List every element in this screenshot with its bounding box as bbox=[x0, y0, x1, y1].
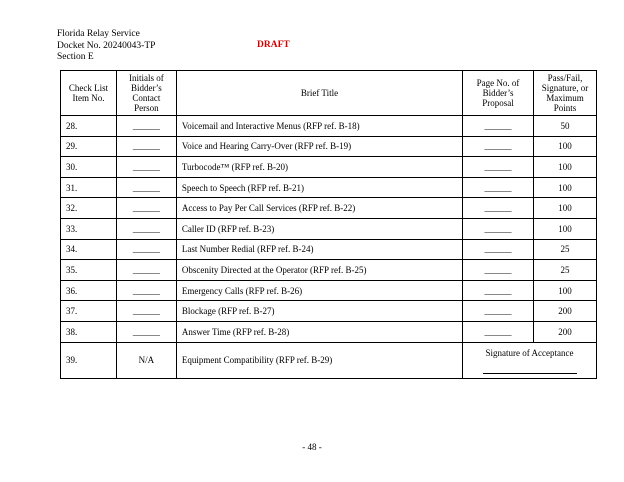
table-row bbox=[61, 260, 597, 281]
item-number: 36. bbox=[61, 280, 117, 301]
item-number: 39. bbox=[61, 342, 117, 378]
brief-title: Obscenity Directed at the Operator (RFP ref. B-25) bbox=[176, 260, 462, 281]
item-number: 28. bbox=[61, 116, 117, 137]
brief-title: Turbocode™ (RFP ref. B-20) bbox=[176, 157, 462, 178]
initials-blank: ______ bbox=[116, 280, 176, 301]
header-section: Section E bbox=[57, 52, 94, 62]
page-blank: ______ bbox=[463, 301, 534, 322]
table-row bbox=[61, 198, 597, 219]
brief-title: Emergency Calls (RFP ref. B-26) bbox=[176, 280, 462, 301]
item-number: 30. bbox=[61, 157, 117, 178]
header-service-name: Florida Relay Service bbox=[57, 29, 140, 39]
max-points: 100 bbox=[534, 177, 597, 198]
brief-title: Speech to Speech (RFP ref. B-21) bbox=[176, 177, 462, 198]
item-number: 34. bbox=[61, 239, 117, 260]
item-number: 31. bbox=[61, 177, 117, 198]
max-points: 100 bbox=[534, 198, 597, 219]
brief-title: Voice and Hearing Carry-Over (RFP ref. B-19) bbox=[176, 136, 462, 157]
col-header-page-no: Page No. of Bidder’s Proposal bbox=[463, 71, 534, 116]
brief-title: Blockage (RFP ref. B-27) bbox=[176, 301, 462, 322]
item-number: 37. bbox=[61, 301, 117, 322]
item-number: 29. bbox=[61, 136, 117, 157]
checklist-table bbox=[60, 70, 597, 379]
initials-blank: ______ bbox=[116, 136, 176, 157]
header-docket-number: Docket No. 20240043-TP bbox=[57, 40, 156, 51]
max-points: 25 bbox=[534, 239, 597, 260]
page-blank: ______ bbox=[463, 321, 534, 342]
max-points: 100 bbox=[534, 136, 597, 157]
initials-blank: ______ bbox=[116, 321, 176, 342]
max-points: 50 bbox=[534, 116, 597, 137]
page-blank: ______ bbox=[463, 260, 534, 281]
max-points: 200 bbox=[534, 301, 597, 322]
signature-line bbox=[483, 365, 577, 374]
initials-blank: ______ bbox=[116, 177, 176, 198]
max-points: 200 bbox=[534, 321, 597, 342]
item-number: 32. bbox=[61, 198, 117, 219]
page-blank: ______ bbox=[463, 177, 534, 198]
brief-title: Voicemail and Interactive Menus (RFP ref. B-18) bbox=[176, 116, 462, 137]
item-number: 38. bbox=[61, 321, 117, 342]
max-points: 25 bbox=[534, 260, 597, 281]
brief-title: Answer Time (RFP ref. B-28) bbox=[176, 321, 462, 342]
col-header-initials: Initials of Bidder’s Contact Person bbox=[116, 71, 176, 116]
table-row bbox=[61, 218, 597, 239]
table-row bbox=[61, 177, 597, 198]
page-blank: ______ bbox=[463, 116, 534, 137]
table-row bbox=[61, 136, 597, 157]
initials-blank: ______ bbox=[116, 218, 176, 239]
signature-label: Signature of Acceptance bbox=[485, 347, 574, 358]
draft-stamp: DRAFT bbox=[257, 40, 290, 50]
col-header-brief-title: Brief Title bbox=[176, 71, 462, 116]
brief-title: Equipment Compatibility (RFP ref. B-29) bbox=[176, 342, 462, 378]
initials-blank: ______ bbox=[116, 116, 176, 137]
table-header-row bbox=[61, 71, 597, 116]
signature-cell bbox=[463, 342, 597, 378]
table-row bbox=[61, 321, 597, 342]
table-body bbox=[61, 116, 597, 379]
initials-blank: ______ bbox=[116, 157, 176, 178]
table-row-last bbox=[61, 342, 597, 378]
table-row bbox=[61, 116, 597, 137]
page-blank: ______ bbox=[463, 280, 534, 301]
brief-title: Access to Pay Per Call Services (RFP ref. B-22) bbox=[176, 198, 462, 219]
table-row bbox=[61, 157, 597, 178]
page-blank: ______ bbox=[463, 218, 534, 239]
brief-title: Last Number Redial (RFP ref. B-24) bbox=[176, 239, 462, 260]
page-blank: ______ bbox=[463, 239, 534, 260]
page-blank: ______ bbox=[463, 157, 534, 178]
col-header-points: Pass/Fail, Signature, or Maximum Points bbox=[534, 71, 597, 116]
initials-blank: ______ bbox=[116, 198, 176, 219]
initials-na: N/A bbox=[116, 342, 176, 378]
document-header bbox=[57, 29, 155, 64]
table-row bbox=[61, 280, 597, 301]
table-row bbox=[61, 301, 597, 322]
initials-blank: ______ bbox=[116, 260, 176, 281]
initials-blank: ______ bbox=[116, 239, 176, 260]
item-number: 35. bbox=[61, 260, 117, 281]
max-points: 100 bbox=[534, 157, 597, 178]
page-blank: ______ bbox=[463, 198, 534, 219]
page-blank: ______ bbox=[463, 136, 534, 157]
col-header-item-no: Check List Item No. bbox=[61, 71, 117, 116]
initials-blank: ______ bbox=[116, 301, 176, 322]
max-points: 100 bbox=[534, 280, 597, 301]
page-number: - 48 - bbox=[302, 442, 322, 452]
brief-title: Caller ID (RFP ref. B-23) bbox=[176, 218, 462, 239]
max-points: 100 bbox=[534, 218, 597, 239]
table-row bbox=[61, 239, 597, 260]
item-number: 33. bbox=[61, 218, 117, 239]
